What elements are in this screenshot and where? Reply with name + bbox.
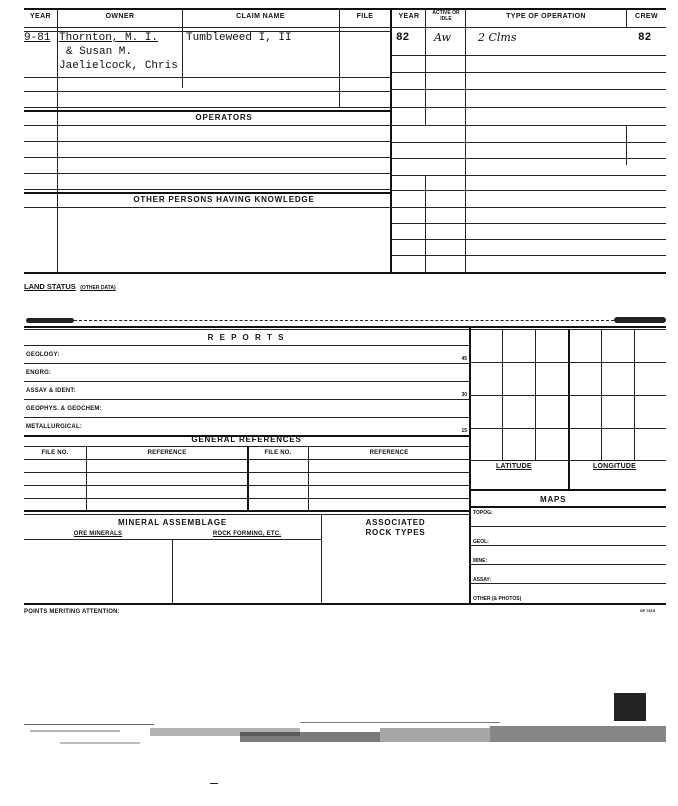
map-row [470,527,666,546]
reports-list [24,346,469,437]
report-label: GEOPHYS. & GEOCHEM: [26,406,102,412]
form-number: SF 7615 [640,608,656,613]
scan-mark [614,317,666,323]
report-row [24,346,469,364]
entry-op-year: 82 [396,32,410,44]
rule [469,428,666,429]
rule [24,157,390,158]
rule [392,223,666,224]
scan-mark [60,742,140,744]
scan-mark [300,722,500,723]
rule [24,603,666,605]
entry-claim-name: Tumbleweed I, II [186,32,292,44]
rule [469,395,666,396]
ref-reference-header: REFERENCE [147,450,187,456]
col-active-header: ACTIVE OR IDLE [432,10,460,22]
rule [392,255,666,256]
col-claim-name-header: CLAIM NAME [236,13,285,20]
map-row [470,584,666,602]
rule [24,510,469,512]
ref-file-no2-header: FILE NO. [264,450,292,456]
scan-mark [490,726,666,742]
report-row [24,382,469,400]
rule [392,142,666,143]
ore-minerals-header: ORE MINERALS [73,531,123,537]
scan-mark [380,728,490,742]
rule [74,320,614,321]
latitude-label: LATITUDE [496,463,532,470]
rule [339,8,340,108]
rule [24,91,390,92]
rule [24,141,390,142]
rule [392,72,666,73]
operators-heading: OPERATORS [195,113,253,122]
col-type-header: TYPE OF OPERATION [506,13,586,20]
report-row [24,364,469,382]
associated-heading: ASSOCIATED [365,518,426,527]
col-crew-header: CREW [635,13,658,20]
rule [465,8,466,273]
rule [247,446,249,510]
entry-owner-line-2: & Susan M. [66,46,133,58]
rule [24,173,390,174]
rock-forming-header: ROCK FORMING, ETC. [212,531,282,537]
report-row [24,400,469,418]
rule [24,272,666,274]
rule [392,89,666,90]
rule [392,207,666,208]
scan-mark [240,732,380,742]
map-row [470,565,666,584]
rule [24,27,666,28]
rule [392,107,666,108]
maps-list [470,508,666,602]
rule [24,326,666,328]
col-owner-header: OWNER [105,13,135,20]
other-persons-heading: OTHER PERSONS HAVING KNOWLEDGE [133,195,315,204]
rule [308,446,309,510]
report-number: 30 [461,392,467,398]
land-status-label [24,276,116,294]
report-label: ENGRG: [26,370,52,376]
rule [172,539,173,604]
rule [24,192,390,194]
map-label: TOPOG: [473,510,493,516]
general-references-heading: GENERAL REFERENCES [191,435,302,444]
rock-types-heading: ROCK TYPES [365,528,426,537]
map-row [470,546,666,565]
rule [626,8,627,28]
entry-type-of-operation: 2 Clms [478,31,517,44]
col-year-header: YEAR [29,13,52,20]
col-year2-header: YEAR [398,13,420,20]
rule [24,8,666,10]
entry-year: 9-81 [24,32,51,44]
map-label: OTHER (& PHOTOS) [473,596,522,602]
entry-owner-line-1: Thornton, M. I. [59,32,159,44]
ref-file-no-header: FILE NO. [41,450,69,456]
rule [321,514,322,604]
map-label: MINE: [473,558,488,564]
report-number: 15 [461,428,467,434]
rule [182,8,183,88]
rule [392,239,666,240]
scan-mark [30,730,120,732]
scan-mark [26,318,74,323]
rule [469,362,666,363]
rule [392,55,666,56]
entry-crew: 82 [638,32,652,44]
reports-heading: R E P O R T S [207,333,286,342]
scan-mark [210,783,218,784]
scan-mark [614,693,646,721]
rule [469,460,666,461]
rule [86,446,87,510]
points-meriting-attention: POINTS MERITING ATTENTION: [24,609,120,615]
rule [392,125,666,126]
rule [392,190,666,191]
ref-reference2-header: REFERENCE [369,450,409,456]
rule [24,207,390,208]
rule [626,125,627,165]
scan-mark [24,724,154,725]
report-label: ASSAY & IDENT: [26,388,76,394]
rule [24,107,390,108]
rule [24,189,390,190]
rule [568,329,570,489]
report-label: GEOLOGY: [26,352,60,358]
col-file-header: FILE [356,13,374,20]
maps-heading: MAPS [540,495,567,504]
rule [390,8,392,273]
land-status-title: LAND STATUS [24,282,76,291]
map-label: ASSAY: [473,577,492,583]
mineral-assemblage-heading: MINERAL ASSEMBLAGE [117,518,228,527]
land-status-sub: (OTHER DATA) [80,285,116,291]
longitude-label: LONGITUDE [593,463,637,470]
rule [24,514,469,515]
map-label: GEOL: [473,539,489,545]
rule [425,8,426,126]
report-label: METALLURGICAL: [26,424,83,430]
map-row [470,508,666,527]
entry-owner-line-3: Jaelielcock, Chris [59,60,178,72]
rule [24,125,390,126]
rule [24,110,390,112]
report-number: 45 [461,356,467,362]
rule [469,489,666,491]
rule [24,77,390,78]
rule [392,175,666,176]
entry-active: Aw [434,31,451,44]
rule [392,158,666,159]
